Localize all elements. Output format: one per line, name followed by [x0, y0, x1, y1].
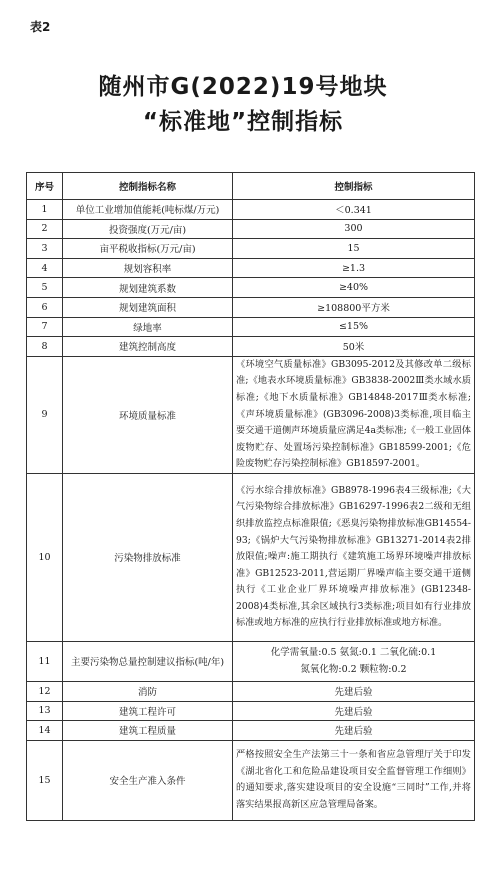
- row-no: 2: [27, 219, 63, 239]
- table-label: 表2: [30, 20, 51, 34]
- row-value: 15: [233, 239, 475, 259]
- table-row: [27, 258, 475, 278]
- row-name: 规划建筑系数: [63, 278, 233, 298]
- row-no: 10: [27, 473, 63, 641]
- row-name: 安全生产准入条件: [63, 740, 233, 820]
- row-value: 先建后验: [233, 681, 475, 701]
- page-title: 随州市G(2022)19号地块: [98, 74, 388, 100]
- table-row: [27, 721, 475, 741]
- row-no: 3: [27, 239, 63, 259]
- row-value: ≥108800平方米: [233, 297, 475, 317]
- row-value: 50米: [233, 337, 475, 357]
- table-row: [27, 297, 475, 317]
- row-name: 污染物排放标准: [63, 473, 233, 641]
- table-header-row: [27, 173, 475, 200]
- row-name: 建筑工程质量: [63, 721, 233, 741]
- row-value: 严格按照安全生产法第三十一条和省应急管理厅关于印发《湖北省化工和危险品建设项目安全监督管理工作细则》的通知要求,落实建设项目的安全设施“三同时”工作,并将落实结果报高新区应急管理局备案。: [233, 740, 475, 820]
- row-name: 亩平税收指标(万元/亩): [63, 239, 233, 259]
- row-no: 6: [27, 297, 63, 317]
- row-value: ≥1.3: [233, 258, 475, 278]
- row-name: 建筑工程许可: [63, 701, 233, 721]
- row-no: 5: [27, 278, 63, 298]
- row-no: 11: [27, 641, 63, 681]
- row-no: 9: [27, 356, 63, 473]
- row-no: 13: [27, 701, 63, 721]
- row-no: 7: [27, 317, 63, 337]
- row-name: 环境质量标准: [63, 356, 233, 473]
- row-no: 12: [27, 681, 63, 701]
- row-value: ＜0.341: [233, 200, 475, 220]
- table-row: [27, 200, 475, 220]
- row-value: 《环境空气质量标准》GB3095-2012及其修改单二级标准;《地表水环境质量标准》GB3838-2002Ⅲ类水域水质标准;《地下水质量标准》GB14848-2017Ⅲ类水标准;《声环境质量标准》(GB3096-2008)3类标准,项目临主要交通干道侧声环境质量应满足4a类标准;《一般工业固体废物贮存、处置场污染控制标准》GB18599-2001;《危险废物贮存污染控制标准》GB18597-2001。: [233, 356, 475, 473]
- row-no: 14: [27, 721, 63, 741]
- table-row: [27, 337, 475, 357]
- header-no: 序号: [27, 173, 63, 200]
- control-indicator-table: [26, 172, 475, 821]
- table-row: [27, 239, 475, 259]
- table-row: [27, 473, 475, 641]
- row-name: 规划建筑面积: [63, 297, 233, 317]
- row-value: ≥40%: [233, 278, 475, 298]
- table-row: [27, 219, 475, 239]
- row-name: 建筑控制高度: [63, 337, 233, 357]
- header-value: 控制指标: [233, 173, 475, 200]
- row-value: 先建后验: [233, 701, 475, 721]
- table-row: [27, 701, 475, 721]
- row-value-line: 氮氧化物:0.2 颗粒物:0.2: [300, 664, 407, 676]
- row-name: 投资强度(万元/亩): [63, 219, 233, 239]
- table-row: [27, 317, 475, 337]
- table-row: [27, 641, 475, 681]
- row-value: [233, 641, 475, 681]
- row-value: 300: [233, 219, 475, 239]
- row-value-line: 化学需氧量:0.5 氨氮:0.1 二氧化硫:0.1: [270, 647, 437, 659]
- row-name: 单位工业增加值能耗(吨标煤/万元): [63, 200, 233, 220]
- row-name: 消防: [63, 681, 233, 701]
- table-row: [27, 681, 475, 701]
- header-name: 控制指标名称: [63, 173, 233, 200]
- row-name: 规划容积率: [63, 258, 233, 278]
- row-no: 8: [27, 337, 63, 357]
- row-no: 4: [27, 258, 63, 278]
- page-subtitle: “标准地”控制指标: [142, 109, 344, 135]
- row-no: 1: [27, 200, 63, 220]
- table-row: [27, 740, 475, 820]
- table-row: [27, 278, 475, 298]
- row-value: 《污水综合排放标准》GB8978-1996表4三级标准;《大气污染物综合排放标准》GB16297-1996表2二级和无组织排放监控点标准限值;《恶臭污染物排放标准GB14554-93;《锅炉大气污染物排放标准》GB13271-2014表2排放限值;噪声:施工期执行《建筑施工场界环境噪声排放标准》GB12523-2011,营运期厂界噪声临主要交通干道侧执行《工业企业厂界环境噪声排放标准》(GB12348-2008)4类标准,其余区域执行3类标准;项目如有行业排放标准或地方标准的应执行行业排放标准或地方标准。: [233, 473, 475, 641]
- row-name: 绿地率: [63, 317, 233, 337]
- table-row: [27, 356, 475, 473]
- row-no: 15: [27, 740, 63, 820]
- row-value: ≤15%: [233, 317, 475, 337]
- row-value: 先建后验: [233, 721, 475, 741]
- row-name: 主要污染物总量控制建议指标(吨/年): [63, 641, 233, 681]
